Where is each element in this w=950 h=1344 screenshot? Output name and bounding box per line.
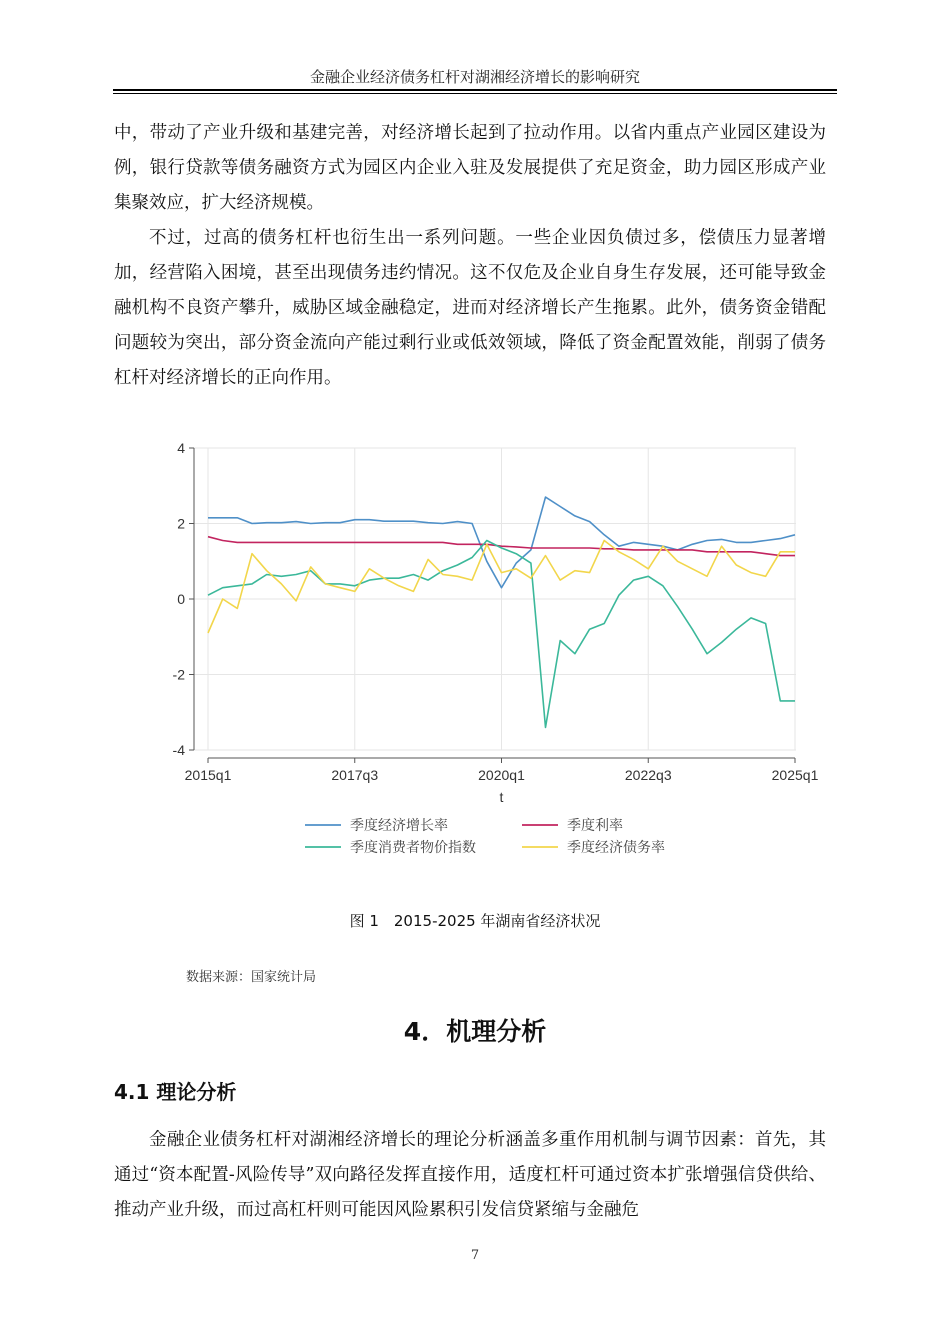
chart-gridlines [194,448,796,750]
x-tick-label: 2015q1 [184,767,232,783]
header-rule-thick [113,89,837,91]
x-tick-label: 2025q1 [771,767,819,783]
legend-label-1: 季度经济增长率 [350,818,448,834]
chart-axes [173,440,819,783]
economic-status-line-chart [150,430,830,880]
figure-caption: 图 1 2015-2025 年湖南省经济状况 [349,912,601,930]
body-paragraph-3: 金融企业债务杠杆对湖湘经济增长的理论分析涵盖多重作用机制与调节因素：首先，其通过“资本配置-风险传导”双向路径发挥直接作用，适度杠杆可通过资本扩张增强信贷供给、推动产业升级，而过高杠杆则可能因风险累积引发信贷紧缩与金融危 [114,1130,826,1220]
subsection-heading: 4.1 理论分析 [114,1080,237,1104]
x-tick-label: 2022q3 [624,767,672,783]
legend-label-2: 季度利率 [567,818,623,834]
x-tick-label: 2017q3 [331,767,379,783]
page-number: 7 [470,1248,480,1263]
body-paragraph-2: 不过，过高的债务杠杆也衍生出一系列问题。一些企业因负债过多，偿债压力显著增加，经营陷入困境，甚至出现债务违约情况。这不仅危及企业自身生存发展，还可能导致金融机构不良资产攀升，威胁区域金融稳定，进而对经济增长产生拖累。此外，债务资金错配问题较为突出，部分资金流向产能过剩行业或低效领域，降低了资金配置效能，削弱了债务杠杆对经济增长的正向作用。 [114,228,826,388]
x-axis-label: t [499,789,504,805]
y-tick-label: 4 [177,440,185,456]
header-rule-thin [113,93,837,94]
body-paragraph-1: 中，带动了产业升级和基建完善，对经济增长起到了拉动作用。以省内重点产业园区建设为例，银行贷款等债务融资方式为园区内企业入驻及发展提供了充足资金，助力园区形成产业集聚效应，扩大经济规模。 [114,123,826,213]
section-heading: 4．机理分析 [403,1017,547,1046]
y-tick-label: 2 [177,515,185,532]
y-tick-label: 0 [177,591,185,607]
y-tick-label: -2 [172,666,185,683]
legend-label-3: 季度消费者物价指数 [350,840,476,856]
running-header: 金融企业经济债务杠杆对湖湘经济增长的影响研究 [309,68,640,86]
y-tick-label: -4 [172,742,185,758]
x-tick-label: 2020q1 [478,767,525,783]
legend-label-4: 季度经济债务率 [567,840,665,856]
data-source-note: 数据来源：国家统计局 [186,970,317,985]
chart-legend [305,817,665,856]
